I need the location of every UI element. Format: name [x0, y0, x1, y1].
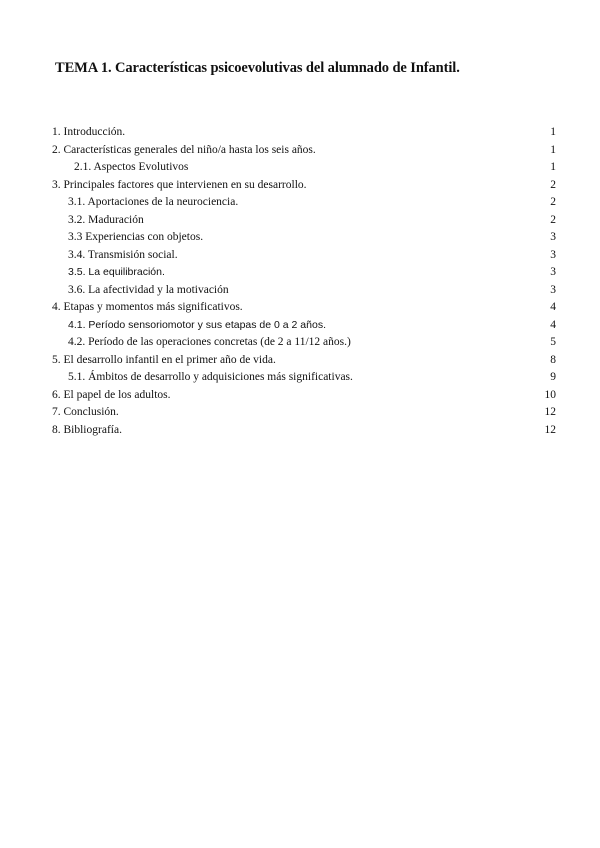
- toc-entry-page: 9: [550, 371, 556, 383]
- toc-entry-page: 4: [550, 301, 556, 313]
- toc-entry-label: 1. Introducción.: [52, 126, 126, 138]
- toc-entry-page: 3: [550, 266, 556, 278]
- toc-entry-page: 1: [550, 161, 556, 173]
- toc-entry-page: 8: [550, 353, 556, 366]
- toc-entry-page: 3: [550, 248, 556, 261]
- toc-entry-label: 3. Principales factores que intervienen en su desarrollo.: [52, 178, 307, 191]
- toc-entry-label: 4. Etapas y momentos más significativos.: [52, 301, 243, 313]
- table-of-contents: [52, 124, 556, 439]
- toc-entry-aspectos-evolutivos[interactable]: [52, 159, 556, 177]
- toc-entry-page: 4: [550, 318, 556, 331]
- toc-entry-page: 3: [550, 231, 556, 243]
- toc-entry-page: 3: [550, 283, 556, 296]
- toc-entry-experiencias-objetos[interactable]: [52, 229, 556, 247]
- toc-entry-label: 2.1. Aspectos Evolutivos: [74, 161, 189, 173]
- toc-entry-label: 5. El desarrollo infantil en el primer año de vida.: [52, 353, 276, 366]
- toc-entry-principales-factores[interactable]: [52, 177, 556, 195]
- toc-entry-page: 5: [550, 336, 556, 348]
- toc-entry-label: 7. Conclusión.: [52, 406, 119, 418]
- toc-entry-maduracion[interactable]: [52, 212, 556, 230]
- toc-entry-operaciones-concretas[interactable]: [52, 334, 556, 352]
- toc-entry-page: 1: [550, 126, 556, 138]
- toc-entry-page: 2: [550, 213, 556, 226]
- toc-entry-label: 4.2. Período de las operaciones concretas (de 2 a 11/12 años.): [68, 336, 351, 348]
- toc-entry-label: 5.1. Ámbitos de desarrollo y adquisiciones más significativas.: [68, 371, 353, 383]
- toc-entry-etapas-momentos[interactable]: [52, 299, 556, 317]
- toc-entry-page: 2: [550, 196, 556, 208]
- toc-entry-afectividad-motivacion[interactable]: [52, 282, 556, 300]
- toc-entry-label: 6. El papel de los adultos.: [52, 388, 171, 401]
- toc-entry-page: 1: [550, 143, 556, 156]
- toc-entry-label: 3.1. Aportaciones de la neurociencia.: [68, 196, 239, 208]
- toc-entry-label: 3.5. La equilibración.: [68, 266, 165, 278]
- toc-entry-transmision-social[interactable]: [52, 247, 556, 265]
- toc-entry-desarrollo-primer-ano[interactable]: [52, 352, 556, 370]
- toc-entry-bibliografia[interactable]: [52, 422, 556, 440]
- toc-entry-caracteristicas-generales[interactable]: [52, 142, 556, 160]
- toc-entry-conclusion[interactable]: [52, 404, 556, 422]
- toc-entry-page: 10: [544, 388, 556, 401]
- toc-entry-equilibracion[interactable]: [52, 264, 556, 282]
- document-title: TEMA 1. Características psicoevolutivas del alumnado de Infantil.: [55, 60, 460, 76]
- toc-entry-label: 3.6. La afectividad y la motivación: [68, 283, 229, 296]
- toc-entry-papel-adultos[interactable]: [52, 387, 556, 405]
- toc-entry-label: 3.2. Maduración: [68, 213, 144, 226]
- toc-entry-introduccion[interactable]: [52, 124, 556, 142]
- toc-entry-ambitos-desarrollo[interactable]: [52, 369, 556, 387]
- toc-entry-neurociencia[interactable]: [52, 194, 556, 212]
- toc-entry-label: 3.4. Transmisión social.: [68, 248, 178, 261]
- toc-entry-page: 2: [550, 178, 556, 191]
- toc-entry-label: 8. Bibliografía.: [52, 423, 122, 436]
- toc-entry-periodo-sensoriomotor[interactable]: [52, 317, 556, 335]
- toc-entry-page: 12: [544, 406, 556, 418]
- toc-entry-label: 2. Características generales del niño/a hasta los seis años.: [52, 143, 316, 156]
- toc-entry-label: 4.1. Período sensoriomotor y sus etapas de 0 a 2 años.: [68, 318, 326, 331]
- toc-entry-label: 3.3 Experiencias con objetos.: [68, 231, 204, 243]
- toc-entry-page: 12: [544, 423, 556, 436]
